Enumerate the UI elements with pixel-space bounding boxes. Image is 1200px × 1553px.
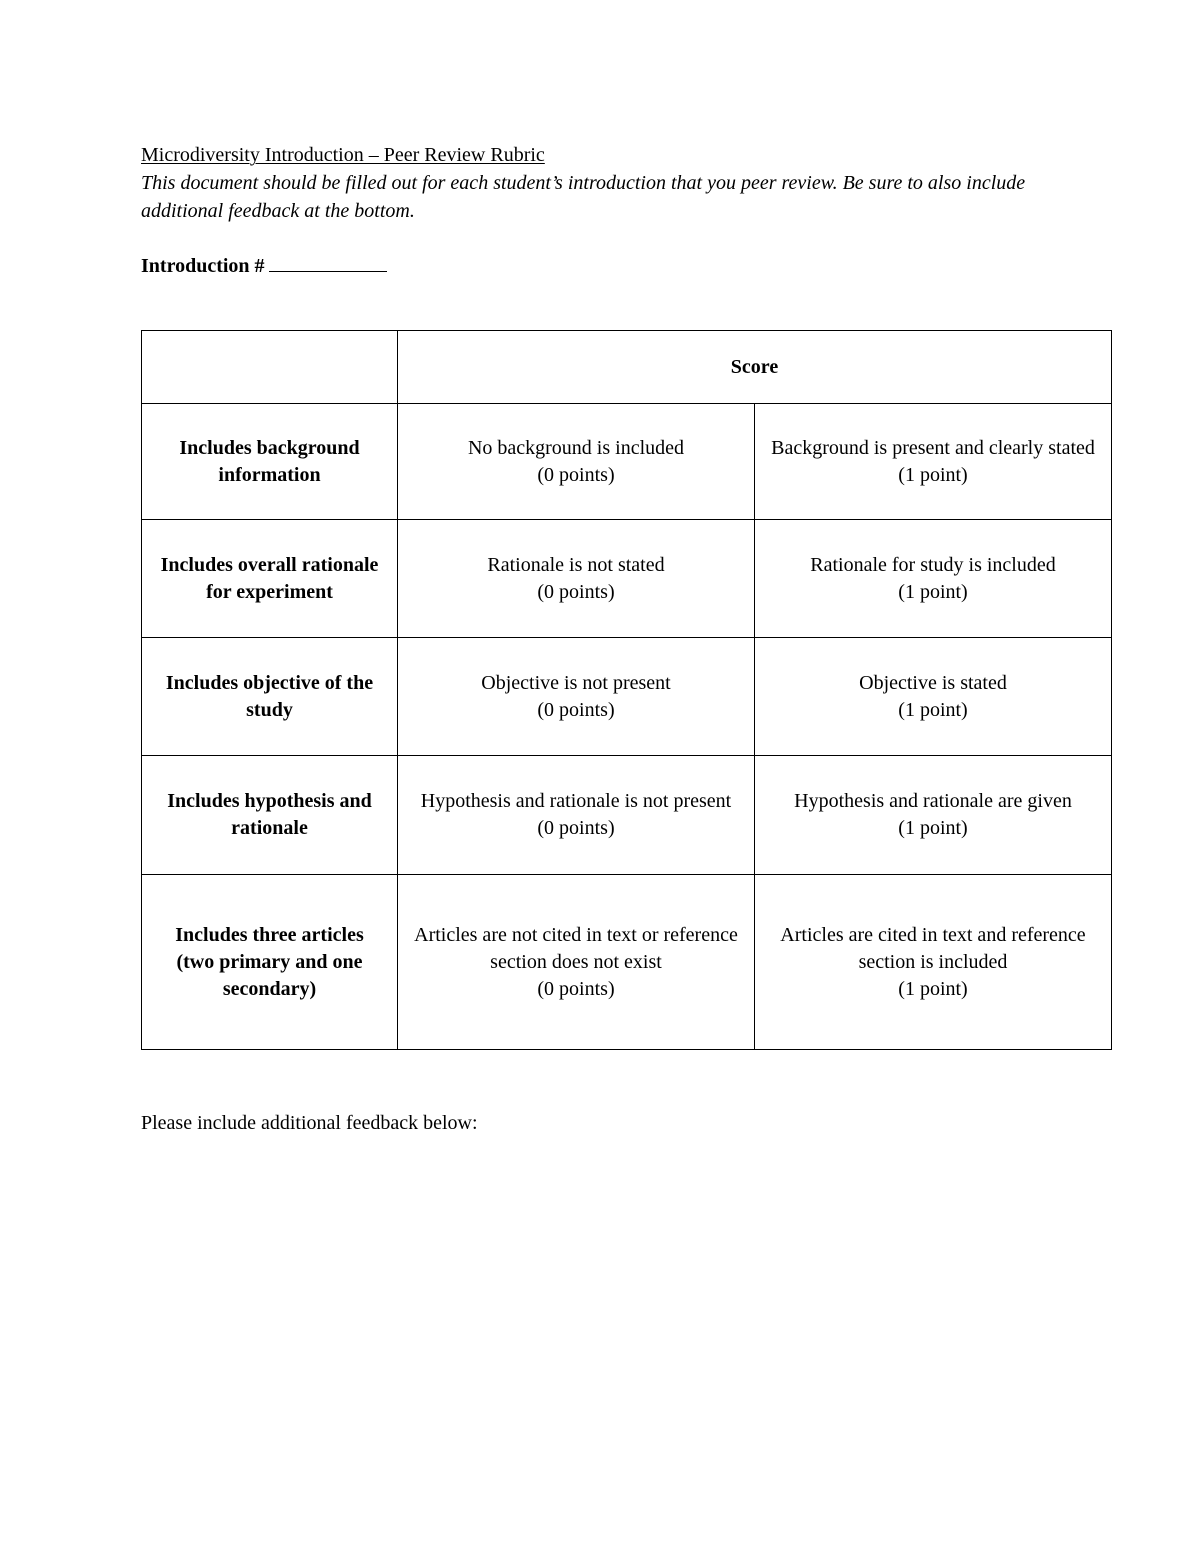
instructions-text: This document should be filled out for each student’s introduction that you peer review. Be sure to also include additional feedback at the bottom. xyxy=(141,172,1026,222)
rubric-header-empty-cell xyxy=(142,331,398,404)
rubric-table xyxy=(141,330,1112,1050)
one-point-description: Objective is stated xyxy=(859,671,1007,694)
zero-point-cell xyxy=(398,875,755,1050)
zero-point-cell xyxy=(398,404,755,520)
zero-point-description: Hypothesis and rationale is not present xyxy=(420,790,732,812)
one-point-description: Hypothesis and rationale are given xyxy=(794,790,1072,812)
zero-point-description: No background is included xyxy=(467,436,685,459)
criterion-cell: Includes hypothesis and rationale xyxy=(142,756,398,875)
one-point-description: Background is present and clearly stated xyxy=(771,436,1095,459)
one-point-cell xyxy=(755,404,1112,520)
introduction-number-blank[interactable] xyxy=(269,251,387,272)
one-point-value: (1 point) xyxy=(898,463,968,486)
zero-point-cell xyxy=(398,520,755,638)
rubric-row xyxy=(142,638,1112,756)
one-point-cell xyxy=(755,638,1112,756)
document-title: Microdiversity Introduction – Peer Review Rubric xyxy=(141,144,545,166)
criterion-cell: Includes overall rationale for experiment xyxy=(142,520,398,638)
one-point-cell xyxy=(755,875,1112,1050)
feedback-prompt: Please include additional feedback below: xyxy=(141,1112,478,1134)
zero-point-cell xyxy=(398,756,755,875)
one-point-description: Articles are cited in text and reference section is included xyxy=(780,923,1086,973)
zero-point-description: Articles are not cited in text or reference section does not exist xyxy=(414,923,738,973)
rubric-header-row xyxy=(142,331,1112,404)
rubric-row xyxy=(142,520,1112,638)
introduction-number-field xyxy=(141,251,387,279)
zero-point-cell xyxy=(398,638,755,756)
score-header: Score xyxy=(398,331,1112,404)
one-point-value: (1 point) xyxy=(898,817,968,839)
criterion-cell: Includes objective of the study xyxy=(142,638,398,756)
one-point-cell xyxy=(755,756,1112,875)
zero-point-value: (0 points) xyxy=(537,580,615,603)
introduction-label: Introduction # xyxy=(141,255,265,277)
criterion-cell: Includes three articles (two primary and one secondary) xyxy=(142,875,398,1050)
one-point-value: (1 point) xyxy=(898,698,968,721)
one-point-cell xyxy=(755,520,1112,638)
zero-point-description: Objective is not present xyxy=(481,671,671,694)
one-point-value: (1 point) xyxy=(898,580,968,603)
zero-point-value: (0 points) xyxy=(537,698,615,721)
rubric-row xyxy=(142,404,1112,520)
zero-point-value: (0 points) xyxy=(537,463,615,486)
one-point-description: Rationale for study is included xyxy=(810,553,1056,576)
one-point-value: (1 point) xyxy=(898,977,968,1000)
rubric-row xyxy=(142,756,1112,875)
rubric-row xyxy=(142,875,1112,1050)
criterion-cell: Includes background information xyxy=(142,404,398,520)
zero-point-description: Rationale is not stated xyxy=(487,553,665,576)
zero-point-value: (0 points) xyxy=(537,817,615,839)
zero-point-value: (0 points) xyxy=(537,977,615,1000)
